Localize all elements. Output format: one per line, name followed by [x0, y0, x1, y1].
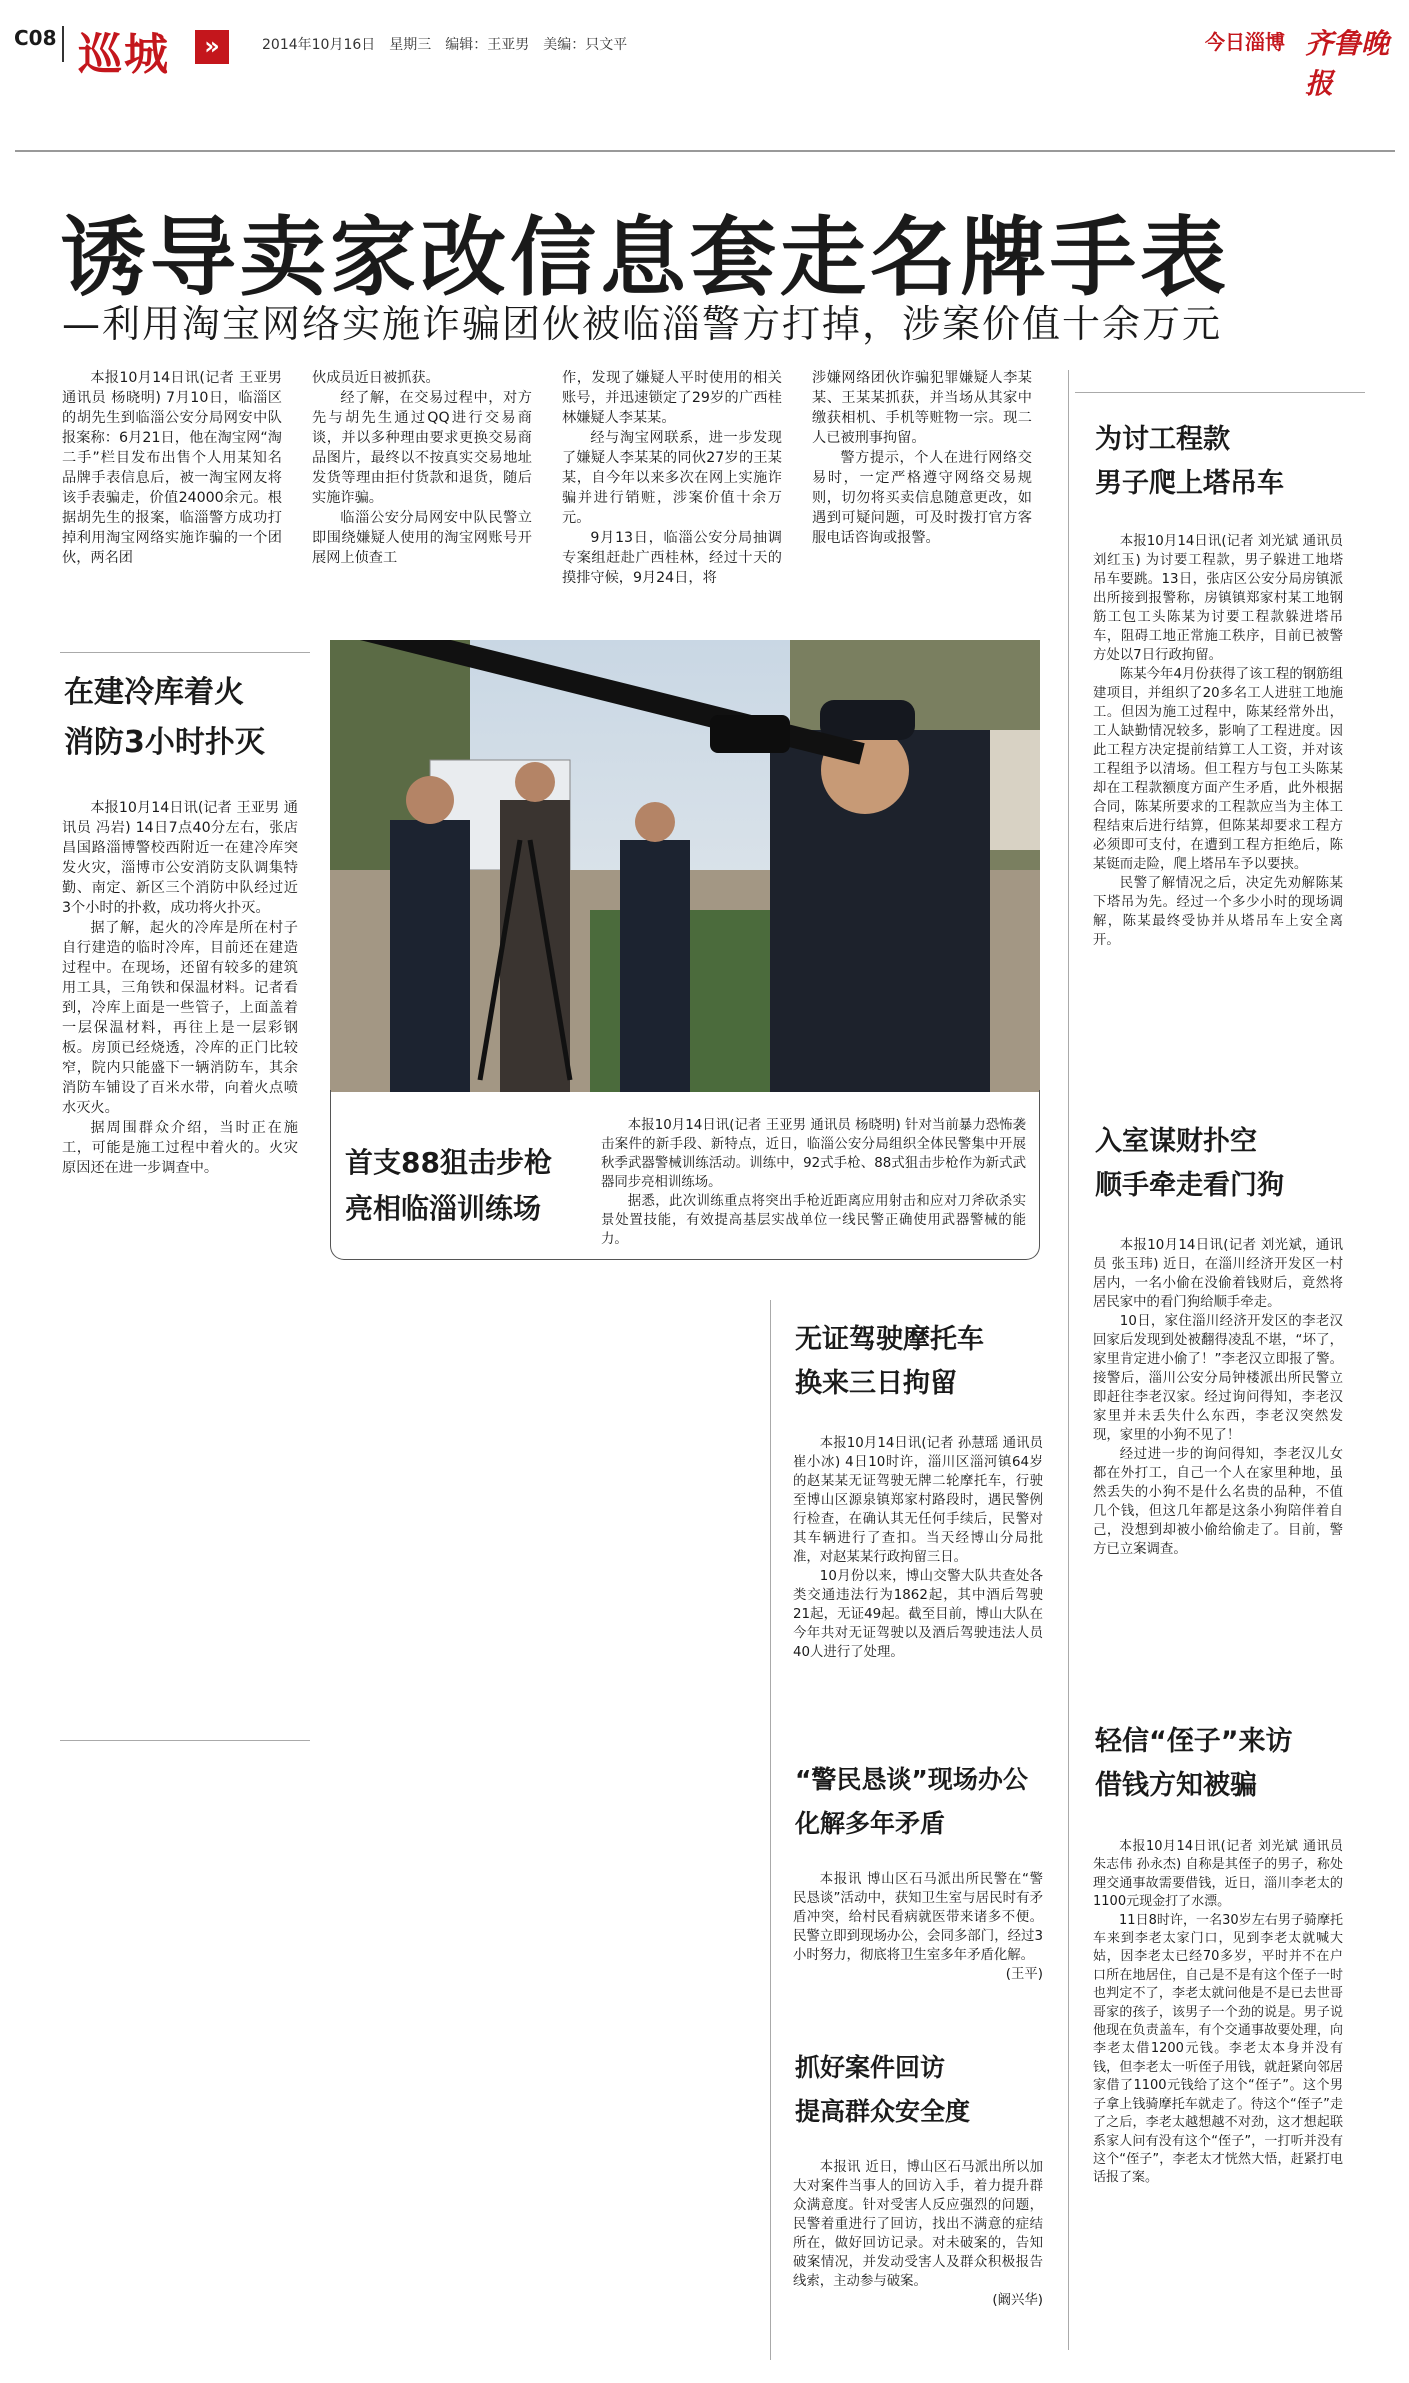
nephew-title-line1: 轻信“侄子”来访 — [1095, 1726, 1293, 1757]
main-paragraph: 经了解，在交易过程中，对方先与胡先生通过QQ进行交易商谈，并以多种理由要求更换交易商品图片，最终以不按真实交易地址发货等理由拒付货款和退货，随后实施诈骗。 — [312, 390, 532, 506]
main-paragraph: 伙成员近日被抓获。 — [312, 370, 440, 386]
rifle-headline — [345, 1140, 595, 1232]
wage-body — [1093, 532, 1343, 950]
nephew-headline — [1095, 1720, 1375, 1808]
dog-title-line1: 入室谋财扑空 — [1095, 1126, 1257, 1157]
talk-body — [793, 1870, 1043, 1984]
photo-illustration — [330, 640, 1040, 1092]
dog-paragraph: 经过进一步的询问得知，李老汉儿女都在外打工，自己一个人在家里种地，虽然丢失的小狗不是什么名贵的品种，不值几个钱，但这几年都是这条小狗陪伴着自己，没想到却被小偷给偷走了。目前，警方已立案调查。 — [1093, 1447, 1343, 1557]
main-headline: 诱导卖家改信息套走名牌手表 — [60, 208, 1230, 308]
moto-paragraph: 10月份以来，博山交警大队共查处各类交通违法行为1862起，其中酒后驾驶21起，无证49起。截至目前，博山大队在今年共对无证驾驶以及酒后驾驶违法人员40人进行了处理。 — [793, 1569, 1043, 1660]
wage-paragraph: 本报10月14日讯(记者 刘光斌 通讯员 刘红玉) 为讨要工程款，男子躲进工地塔吊车要跳。13日，张店区公安分局房镇派出所接到报警称，房镇镇郑家村某工地钢筋工包工头陈某为讨要工程款躲进塔吊车，阻碍工地正常施工秩序，目前已被警方处以7日行政拘留。 — [1093, 534, 1343, 663]
wage-title-line1: 为讨工程款 — [1095, 424, 1230, 455]
header-rule — [15, 150, 1395, 152]
header-divider — [62, 26, 64, 62]
divider — [1075, 392, 1365, 393]
talk-title-line1: “警民恳谈”现场办公 — [795, 1765, 1028, 1794]
main-paragraph: 本报10月14日讯(记者 王亚男 通讯员 杨晓明) 7月10日，临淄区的胡先生到临淄公安分局网安中队报案称：6月21日，他在淘宝网“淘二手”栏目发布出售个人用某知名品牌手表信息后，被一淘宝网友将该手表骗走，价值24000余元。根据胡先生的报案，临淄警方成功打掉利用淘宝网络实施诈骗的一个团伙，两名团 — [62, 370, 282, 566]
divider — [60, 652, 310, 653]
main-paragraph: 经与淘宝网联系，进一步发现了嫌疑人李某某的同伙27岁的王某某，自今年以来多次在网上实施诈骗并进行销赃，涉案价值十余万元。 — [562, 430, 782, 526]
news-photo-sniper-training — [330, 640, 1040, 1092]
dog-paragraph: 本报10月14日讯(记者 刘光斌，通讯员 张玉玮) 近日，在淄川经济开发区一村居内，一名小偷在没偷着钱财后，竟然将居民家中的看门狗给顺手牵走。 — [1093, 1238, 1343, 1310]
rifle-paragraph: 本报10月14日讯(记者 王亚男 通讯员 杨晓明) 针对当前暴力恐怖袭击案件的新手段、新特点，近日，临淄公安分局组织全体民警集中开展秋季武器警械训练活动。训练中，92式手枪、88式狙击步枪作为新式武器同步亮相训练场。 — [601, 1118, 1026, 1190]
main-subheadline: —利用淘宝网络实施诈骗团伙被临淄警方打掉，涉案价值十余万元 — [62, 302, 1223, 346]
visit-body — [793, 2158, 1043, 2310]
visit-credit: (阚兴华) — [992, 2293, 1043, 2308]
fire-paragraph: 本报10月14日讯(记者 王亚男 通讯员 冯岩) 14日7点40分左右，张店昌国路淄博警校西附近一在建冷库突发火灾，淄博市公安消防支队调集特勤、南定、新区三个消防中队经过近3个小时的扑救，成功将火扑灭。 — [62, 800, 298, 916]
nephew-paragraph: 11日8时许，一名30岁左右男子骑摩托车来到李老太家门口，见到李老太就喊大姑，因李老太已经70多岁，平时并不在户口所在地居住，自己是不是有这个侄子一时也判定不了，李老太就问他是不是已去世哥哥家的孩子，该男子一个劲的说是。男子说他现在负责盖车，有个交通事故要处理，向李老太借1200元钱。李老太本身并没有钱，但李老太一听侄子用钱，就赶紧向邻居家借了1100元钱给了这个“侄子”。这个男子拿上钱骑摩托车就走了。待这个“侄子”走了之后，李老太越想越不对劲，这才想起联系家人问有没有这个“侄子”，一打听并没有这个“侄子”，李老太才恍然大悟，赶紧打电话报了案。 — [1093, 1912, 1343, 2186]
moto-headline — [795, 1318, 1045, 1406]
fire-body — [62, 798, 298, 1178]
issue-meta: 2014年10月16日 星期三 编辑：王亚男 美编：只文平 — [262, 37, 628, 53]
wage-title-line2: 男子爬上塔吊车 — [1095, 468, 1284, 499]
talk-headline — [795, 1758, 1045, 1846]
page-header — [0, 10, 1409, 100]
visit-title-line2: 提高群众安全度 — [795, 2097, 971, 2126]
divider — [60, 1740, 310, 1741]
moto-title-line2: 换来三日拘留 — [795, 1368, 957, 1399]
main-column-2 — [312, 368, 532, 568]
dog-body — [1093, 1236, 1343, 1559]
talk-paragraph: 本报讯 博山区石马派出所民警在“警民恳谈”活动中，获知卫生室与居民时有矛盾冲突，给村民看病就医带来诸多不便。民警立即到现场办公，会同多部门，经过3小时努力，彻底将卫生室多年矛盾化解。 — [793, 1872, 1043, 1963]
fire-title-line2: 消防3小时扑灭 — [64, 725, 265, 760]
main-paragraph: 涉嫌网络团伙诈骗犯罪嫌疑人李某某、王某某抓获，并当场从其家中缴获相机、手机等赃物一宗。现二人已被刑事拘留。 — [812, 370, 1032, 446]
main-column-3 — [562, 368, 782, 588]
talk-credit: (王平) — [1005, 1967, 1043, 1982]
rifle-title-line1: 首支88狙击步枪 — [345, 1146, 552, 1179]
dog-paragraph: 10日，家住淄川经济开发区的李老汉回家后发现到处被翻得凌乱不堪，“坏了，家里肯定进小偷了！”李老汉立即报了警。接警后，淄川公安分局钟楼派出所民警立即赶往李老汉家。经过询问得知，李老汉家里并未丢失什么东西，李老汉突然发现，家里的小狗不见了！ — [1093, 1314, 1343, 1443]
wage-paragraph: 民警了解情况之后，决定先劝解陈某下塔吊为先。经过一个多少小时的现场调解，陈某最终受协并从塔吊车上安全离开。 — [1093, 876, 1343, 948]
main-column-4 — [812, 368, 1032, 548]
fire-paragraph: 据周围群众介绍，当时正在施工，可能是施工过程中着火的。火灾原因还在进一步调查中。 — [62, 1120, 298, 1176]
section-title: 巡城 — [78, 29, 170, 80]
moto-paragraph: 本报10月14日讯(记者 孙慧瑶 通讯员 崔小冰) 4日10时许，淄川区淄河镇64岁的赵某某无证驾驶无牌二轮摩托车，行驶至博山区源泉镇郑家村路段时，遇民警例行检查，在确认其无任何手续后，民警对其车辆进行了查扣。当天经博山分局批准，对赵某某行政拘留三日。 — [793, 1436, 1043, 1565]
column-divider — [1068, 370, 1069, 2350]
column-divider — [770, 1300, 771, 2360]
brand-small: 今日淄博 — [1205, 30, 1285, 54]
visit-headline — [795, 2046, 1045, 2134]
talk-title-line2: 化解多年矛盾 — [795, 1809, 946, 1838]
rifle-body — [601, 1116, 1026, 1249]
main-paragraph: 警方提示，个人在进行网络交易时，一定严格遵守网络交易规则，切勿将买卖信息随意更改，如遇到可疑问题，可及时拨打官方客服电话咨询或报警。 — [812, 450, 1032, 546]
fire-headline — [64, 668, 314, 768]
main-paragraph: 临淄公安分局网安中队民警立即围绕嫌疑人使用的淘宝网账号开展网上侦查工 — [312, 510, 532, 566]
wage-headline — [1095, 418, 1375, 506]
nephew-body — [1093, 1838, 1343, 2188]
page-number: C08 — [14, 26, 57, 50]
moto-body — [793, 1434, 1043, 1662]
brand-logo: 齐鲁晚报 — [1305, 27, 1390, 100]
main-paragraph: 9月13日，临淄公安分局抽调专案组赶赴广西桂林，经过十天的摸排守候，9月24日，将 — [562, 530, 782, 586]
wage-paragraph: 陈某今年4月份获得了该工程的钢筋组建项目，并组织了20多名工人进驻工地施工。但因为施工过程中，陈某经常外出，工人缺勤情况较多，影响了工程进度。因此工程方决定提前结算工人工资，并对该工程组予以清场。但工程方与包工头陈某却在工程款额度方面产生矛盾，此外根据合同，陈某所要求的工程款应当为主体工程结束后进行结算，但陈某却要求工程方必须即可支付，在遭到工程方拒绝后，陈某铤而走险，爬上塔吊车予以要挟。 — [1093, 667, 1343, 872]
fire-paragraph: 据了解，起火的冷库是所在村子自行建造的临时冷库，目前还在建造过程中。在现场，还留有较多的建筑用工具，三角铁和保温材料。记者看到，冷库上面是一些管子，上面盖着一层保温材料，再往上是一层彩钢板。房顶已经烧透，冷库的正门比较窄，院内只能盛下一辆消防车，其余消防车铺设了百米水带，向着火点喷水灭火。 — [62, 920, 298, 1116]
main-column-1 — [62, 368, 282, 568]
nephew-title-line2: 借钱方知被骗 — [1095, 1770, 1257, 1801]
visit-paragraph: 本报讯 近日，博山区石马派出所以加大对案件当事人的回访入手，着力提升群众满意度。针对受害人反应强烈的问题，民警着重进行了回访，找出不满意的症结所在，做好回访记录。对未破案的，告知破案情况，并发动受害人及群众积极报告线索，主动参与破案。 — [793, 2160, 1043, 2289]
chevron-right-icon: » — [195, 30, 229, 64]
main-paragraph: 作，发现了嫌疑人平时使用的相关账号，并迅速锁定了29岁的广西桂林嫌疑人李某某。 — [562, 370, 782, 426]
dog-title-line2: 顺手牵走看门狗 — [1095, 1170, 1284, 1201]
visit-title-line1: 抓好案件回访 — [795, 2053, 946, 2082]
rifle-paragraph: 据悉，此次训练重点将突出手枪近距离应用射击和应对刀斧砍杀实景处置技能，有效提高基层实战单位一线民警正确使用武器警械的能力。 — [601, 1194, 1026, 1247]
nephew-paragraph: 本报10月14日讯(记者 刘光斌 通讯员 朱志伟 孙永杰) 自称是其侄子的男子，称处理交通事故需要借钱，近日，淄川李老太的1100元现金打了水漂。 — [1093, 1839, 1343, 1910]
rifle-title-line2: 亮相临淄训练场 — [345, 1192, 542, 1225]
fire-title-line1: 在建冷库着火 — [64, 675, 244, 710]
dog-headline — [1095, 1120, 1375, 1208]
moto-title-line1: 无证驾驶摩托车 — [795, 1324, 984, 1355]
photo-caption-box — [330, 1090, 1040, 1260]
